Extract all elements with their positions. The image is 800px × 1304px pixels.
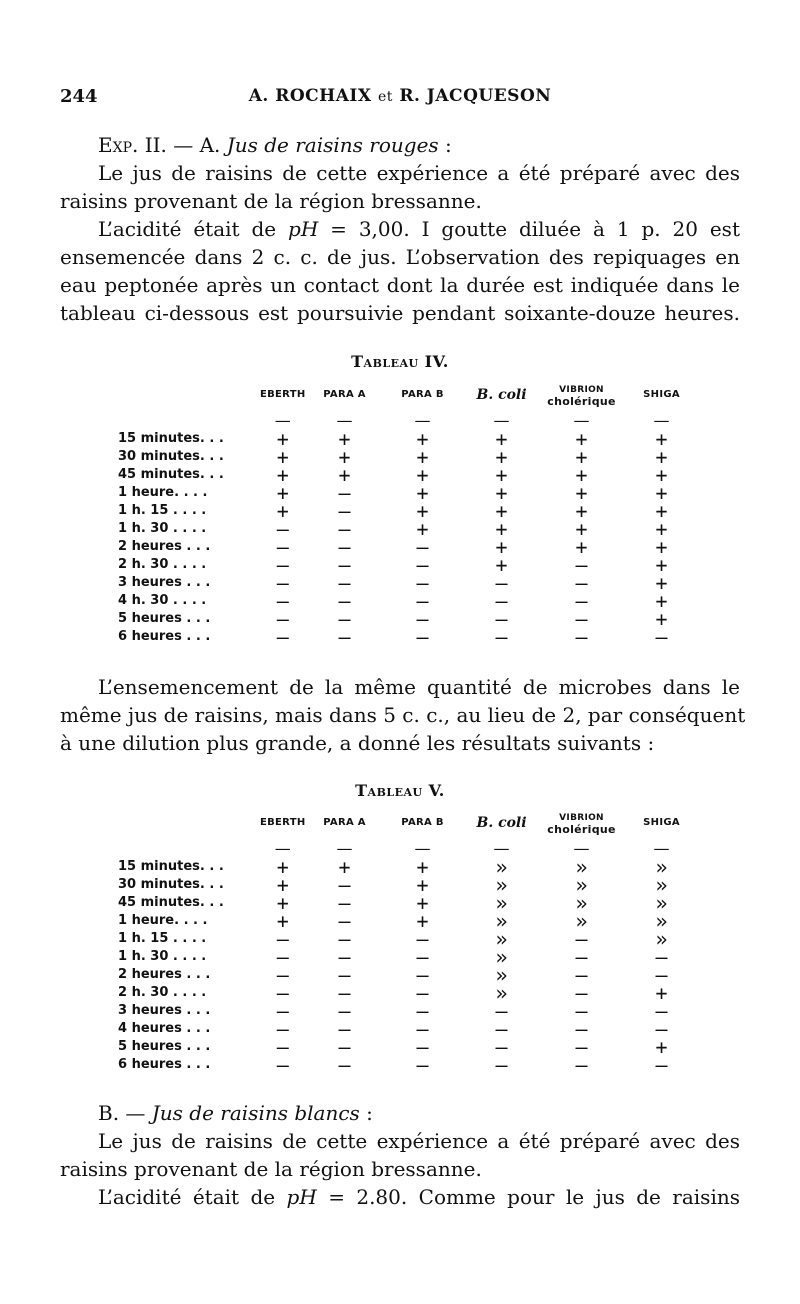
table-row (118, 628, 702, 646)
rule-dash: — (653, 411, 670, 430)
result-cell: » (495, 981, 508, 1005)
text-line: L’ensemencement de la même quantité de microbes dans le (98, 675, 740, 699)
result-cell: — (338, 945, 351, 969)
result-cell: — (416, 589, 429, 613)
result-cell: » (655, 855, 668, 879)
result-cell: — (416, 1053, 429, 1077)
result-cell: + (655, 981, 668, 1005)
result-cell: » (655, 891, 668, 915)
corner-cell (118, 806, 260, 840)
result-cell: — (338, 891, 351, 915)
row-label: 6 heures . . . (118, 629, 211, 644)
text-line: même jus de raisins, mais dans 5 c. c., au lieu de 2, par conséquent (60, 703, 746, 727)
table4-title-text: Tableau IV. (351, 352, 449, 371)
col-header-eberth: EBERTH (260, 389, 306, 400)
result-cell: — (416, 963, 429, 987)
col-header-vibrion (542, 378, 622, 412)
result-cell: — (495, 999, 508, 1023)
result-cell: — (416, 981, 429, 1005)
result-cell: + (575, 427, 588, 451)
text-fragment: L’acidité était de (98, 217, 289, 241)
col-header-para-a: PARA A (323, 389, 366, 400)
vibrion-word: VIBRION (559, 384, 604, 395)
row-label: 1 h. 15 . . . . (118, 503, 207, 518)
col-header-vibrion (542, 806, 622, 840)
result-cell: — (416, 553, 429, 577)
col-header-para-b: PARA B (401, 817, 444, 828)
result-cell: — (575, 999, 588, 1023)
section-letter: B. — (98, 1101, 152, 1125)
result-cell: » (655, 873, 668, 897)
result-cell: + (495, 463, 508, 487)
corner-cell (118, 378, 260, 412)
results-table-iv (118, 378, 702, 649)
result-cell: — (655, 1017, 668, 1041)
section-heading-b (60, 1099, 740, 1127)
header-rule-row (118, 412, 702, 430)
row-label: 1 h. 30 . . . . (118, 949, 207, 964)
row-label: 45 minutes. . . (118, 895, 224, 910)
result-cell: — (575, 1035, 588, 1059)
row-label: 3 heures . . . (118, 1003, 211, 1018)
table-row (118, 912, 702, 930)
table-row (118, 1002, 702, 1020)
result-cell: + (416, 499, 429, 523)
result-cell: — (495, 1035, 508, 1059)
author-conjunction: et (378, 89, 393, 105)
result-cell: — (338, 517, 351, 541)
col-header-shiga: SHIGA (643, 389, 680, 400)
running-title (60, 86, 740, 106)
table-row (118, 484, 702, 502)
result-cell: — (338, 981, 351, 1005)
paragraph-acidity-red (60, 215, 740, 327)
row-label: 1 h. 30 . . . . (118, 521, 207, 536)
table-row (118, 1020, 702, 1038)
result-cell: » (495, 891, 508, 915)
row-label: 15 minutes. . . (118, 431, 224, 446)
results-table-v (118, 806, 702, 1077)
result-cell: + (575, 445, 588, 469)
text-line: ensemencée dans 2 c. c. de jus. L’observation des repiquages en (60, 245, 740, 269)
result-cell: — (416, 927, 429, 951)
result-cell: » (495, 909, 508, 933)
result-cell: — (575, 981, 588, 1005)
section-letter: — A. (166, 133, 227, 157)
result-cell: — (276, 1035, 289, 1059)
result-cell: » (495, 873, 508, 897)
text-line: Le jus de raisins de cette expérience a été préparé avec des (98, 161, 740, 185)
text-line (60, 215, 740, 243)
text-fragment: = 3,00. I goutte diluée à 1 p. 20 est (318, 217, 740, 241)
row-label: 2 heures . . . (118, 539, 211, 554)
table-row (118, 930, 702, 948)
result-cell: + (416, 909, 429, 933)
result-cell: — (495, 1017, 508, 1041)
result-cell: — (276, 553, 289, 577)
text-line: à une dilution plus grande, a donné les résultats suivants : (60, 731, 655, 755)
table5-body (118, 855, 702, 1077)
table-row (118, 502, 702, 520)
col-header-b-coli: B. coli (476, 815, 527, 831)
result-cell: — (338, 499, 351, 523)
table-row (118, 520, 702, 538)
result-cell: — (575, 963, 588, 987)
row-label: 15 minutes. . . (118, 859, 224, 874)
rule-dash: — (414, 839, 431, 858)
result-cell: + (655, 535, 668, 559)
result-cell: — (495, 607, 508, 631)
cholerique-word: cholérique (547, 394, 616, 408)
result-cell: — (338, 909, 351, 933)
result-cell: — (416, 535, 429, 559)
rule-cell (118, 840, 260, 858)
text-line: raisins provenant de la région bressanne. (60, 1157, 482, 1181)
row-label: 5 heures . . . (118, 1039, 211, 1054)
text-line: eau peptonée après un contact dont la durée est indiquée dans le (60, 273, 740, 297)
section-colon: : (359, 1101, 373, 1125)
result-cell: — (495, 1053, 508, 1077)
row-label: 3 heures . . . (118, 575, 211, 590)
row-label: 4 h. 30 . . . . (118, 593, 207, 608)
table-row (118, 538, 702, 556)
result-cell: — (575, 553, 588, 577)
section-title: Jus de raisins blancs (151, 1101, 360, 1125)
result-cell: + (495, 427, 508, 451)
result-cell: — (338, 571, 351, 595)
exp-label: Exp. II. (98, 133, 167, 157)
table-header-row (118, 378, 702, 412)
result-cell: + (655, 517, 668, 541)
result-cell: + (276, 909, 289, 933)
result-cell: + (495, 481, 508, 505)
row-label: 2 heures . . . (118, 967, 211, 982)
result-cell: » (575, 873, 588, 897)
result-cell: — (276, 927, 289, 951)
result-cell: — (338, 1035, 351, 1059)
row-label: 5 heures . . . (118, 611, 211, 626)
result-cell: — (276, 571, 289, 595)
result-cell: — (495, 589, 508, 613)
row-label: 45 minutes. . . (118, 467, 224, 482)
result-cell: — (276, 999, 289, 1023)
result-cell: » (495, 855, 508, 879)
result-cell: + (655, 463, 668, 487)
result-cell: — (655, 1053, 668, 1077)
section-colon: : (438, 133, 452, 157)
col-header-para-b: PARA B (401, 389, 444, 400)
result-cell: » (495, 963, 508, 987)
result-cell: + (276, 427, 289, 451)
row-label: 1 h. 15 . . . . (118, 931, 207, 946)
table-row (118, 574, 702, 592)
result-cell: — (276, 981, 289, 1005)
result-cell: » (655, 927, 668, 951)
result-cell: + (276, 873, 289, 897)
result-cell: + (655, 589, 668, 613)
result-cell: — (338, 1017, 351, 1041)
result-cell: — (338, 873, 351, 897)
table-row (118, 858, 702, 876)
result-cell: — (338, 999, 351, 1023)
result-cell: + (276, 463, 289, 487)
result-cell: — (338, 589, 351, 613)
result-cell: — (416, 945, 429, 969)
result-cell: + (575, 481, 588, 505)
result-cell: + (338, 445, 351, 469)
table4-title (0, 352, 800, 371)
table-row (118, 894, 702, 912)
result-cell: + (416, 463, 429, 487)
result-cell: + (655, 571, 668, 595)
table-row (118, 1056, 702, 1074)
text-fragment: L’acidité était de (98, 1185, 287, 1209)
row-label: 30 minutes. . . (118, 449, 224, 464)
result-cell: — (416, 607, 429, 631)
result-cell: — (416, 1017, 429, 1041)
result-cell: + (655, 481, 668, 505)
rule-dash: — (414, 411, 431, 430)
result-cell: — (276, 1017, 289, 1041)
paragraph-acidity-white (60, 1183, 740, 1211)
result-cell: + (655, 499, 668, 523)
result-cell: + (276, 445, 289, 469)
result-cell: — (575, 571, 588, 595)
col-header-para-a: PARA A (323, 817, 366, 828)
result-cell: » (575, 855, 588, 879)
result-cell: — (338, 927, 351, 951)
rule-cell (118, 412, 260, 430)
result-cell: + (338, 855, 351, 879)
result-cell: + (575, 499, 588, 523)
author-jacqueson: R. JACQUESON (399, 86, 552, 106)
cholerique-word: cholérique (547, 822, 616, 836)
text-line: raisins provenant de la région bressanne. (60, 189, 482, 213)
row-label: 1 heure. . . . (118, 485, 208, 500)
result-cell: + (276, 481, 289, 505)
result-cell: + (276, 499, 289, 523)
result-cell: — (416, 1035, 429, 1059)
row-label: 2 h. 30 . . . . (118, 557, 207, 572)
result-cell: + (338, 463, 351, 487)
table-row (118, 466, 702, 484)
running-header (60, 86, 740, 116)
result-cell: — (338, 481, 351, 505)
rule-dash: — (493, 839, 510, 858)
result-cell: — (338, 535, 351, 559)
result-cell: + (495, 517, 508, 541)
result-cell: + (655, 1035, 668, 1059)
result-cell: — (416, 999, 429, 1023)
table-row (118, 448, 702, 466)
result-cell: — (575, 625, 588, 649)
result-cell: + (575, 463, 588, 487)
result-cell: + (276, 891, 289, 915)
result-cell: — (416, 625, 429, 649)
result-cell: — (338, 607, 351, 631)
result-cell: — (276, 625, 289, 649)
result-cell: + (416, 517, 429, 541)
table-row (118, 610, 702, 628)
result-cell: » (575, 909, 588, 933)
table-row (118, 966, 702, 984)
result-cell: — (276, 535, 289, 559)
result-cell: + (575, 517, 588, 541)
result-cell: » (575, 891, 588, 915)
result-cell: — (655, 999, 668, 1023)
result-cell: — (575, 927, 588, 951)
row-label: 6 heures . . . (118, 1057, 211, 1072)
ph-symbol: pH (288, 217, 319, 241)
result-cell: + (495, 553, 508, 577)
result-cell: — (338, 553, 351, 577)
table-header-row (118, 806, 702, 840)
rule-dash: — (493, 411, 510, 430)
ph-symbol: pH (286, 1185, 317, 1209)
result-cell: + (416, 481, 429, 505)
rule-dash: — (336, 411, 353, 430)
result-cell: — (575, 589, 588, 613)
table-row (118, 876, 702, 894)
result-cell: — (495, 571, 508, 595)
result-cell: — (655, 945, 668, 969)
result-cell: » (495, 945, 508, 969)
result-cell: — (276, 1053, 289, 1077)
row-label: 30 minutes. . . (118, 877, 224, 892)
result-cell: + (655, 553, 668, 577)
table-row (118, 430, 702, 448)
result-cell: + (495, 499, 508, 523)
result-cell: — (575, 945, 588, 969)
result-cell: — (575, 607, 588, 631)
result-cell: — (416, 571, 429, 595)
result-cell: — (276, 607, 289, 631)
result-cell: + (495, 445, 508, 469)
result-cell: — (276, 517, 289, 541)
rule-dash: — (573, 411, 590, 430)
row-label: 4 heures . . . (118, 1021, 211, 1036)
rule-dash: — (573, 839, 590, 858)
rule-dash: — (274, 411, 291, 430)
result-cell: — (338, 625, 351, 649)
result-cell: — (338, 963, 351, 987)
result-cell: + (655, 427, 668, 451)
result-cell: — (495, 625, 508, 649)
result-cell: — (575, 1053, 588, 1077)
text-line (60, 1183, 740, 1211)
result-cell: + (575, 535, 588, 559)
row-label: 1 heure. . . . (118, 913, 208, 928)
result-cell: — (276, 963, 289, 987)
result-cell: — (655, 625, 668, 649)
section-title: Jus de raisins rouges (226, 133, 439, 157)
result-cell: + (338, 427, 351, 451)
col-header-b-coli: B. coli (476, 387, 527, 403)
result-cell: + (495, 535, 508, 559)
result-cell: — (575, 1017, 588, 1041)
result-cell: + (416, 891, 429, 915)
paragraph-exp2-a (60, 131, 740, 215)
row-label: 2 h. 30 . . . . (118, 985, 207, 1000)
paragraph-exp2-b (60, 1099, 740, 1183)
paragraph-dilution (60, 673, 746, 757)
table5-title (0, 781, 800, 800)
table-row (118, 984, 702, 1002)
result-cell: — (338, 1053, 351, 1077)
result-cell: » (655, 909, 668, 933)
result-cell: + (655, 607, 668, 631)
header-rule-row (118, 840, 702, 858)
section-heading-a (60, 131, 740, 159)
result-cell: + (416, 445, 429, 469)
result-cell: » (495, 927, 508, 951)
text-fragment: = 2.80. Comme pour le jus de raisins (316, 1185, 740, 1209)
col-header-shiga: SHIGA (643, 817, 680, 828)
result-cell: — (655, 963, 668, 987)
table-row (118, 948, 702, 966)
rule-dash: — (653, 839, 670, 858)
result-cell: + (416, 873, 429, 897)
rule-dash: — (336, 839, 353, 858)
vibrion-word: VIBRION (559, 812, 604, 823)
table-row (118, 592, 702, 610)
result-cell: + (655, 445, 668, 469)
page-number: 244 (60, 86, 98, 107)
author-rochaix: A. ROCHAIX (248, 86, 372, 106)
result-cell: + (276, 855, 289, 879)
col-header-eberth: EBERTH (260, 817, 306, 828)
table-row (118, 1038, 702, 1056)
result-cell: + (416, 855, 429, 879)
result-cell: — (276, 945, 289, 969)
text-line: tableau ci-dessous est poursuivie pendant soixante-douze heures. (60, 301, 740, 325)
rule-dash: — (274, 839, 291, 858)
table4-body (118, 427, 702, 649)
table5-title-text: Tableau V. (355, 781, 445, 800)
table-row (118, 556, 702, 574)
result-cell: + (416, 427, 429, 451)
result-cell: — (276, 589, 289, 613)
text-line: Le jus de raisins de cette expérience a été préparé avec des (98, 1129, 740, 1153)
